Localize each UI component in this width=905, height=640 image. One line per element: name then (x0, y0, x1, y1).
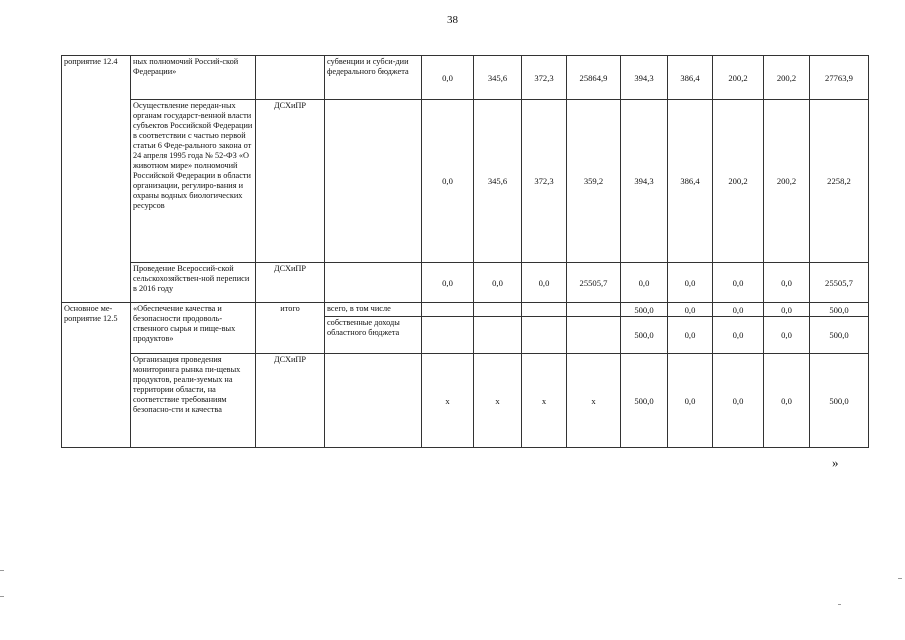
value-cell: 27763,9 (810, 56, 869, 100)
funding-source-cell (325, 263, 422, 303)
activity-name-cell: Осуществление передан-ных органам государст-венной власти субъектов Российской Федерации в соответствии с частью первой статьи 6 Феде-рального закона от 24 апреля 1995 года № 52-ФЗ «О животном мире» полномочий Российской Федерации в области организации, регулиро-вания и охраны водных биологических ресурсов (131, 100, 256, 263)
scan-edge-mark (0, 596, 4, 597)
value-cell: 0,0 (764, 354, 810, 448)
activity-cell: Основное ме-роприятие 12.5 (62, 303, 131, 448)
value-cell: 345,6 (474, 100, 522, 263)
value-cell: 0,0 (422, 100, 474, 263)
value-cell: 0,0 (668, 263, 713, 303)
value-cell: x (522, 354, 567, 448)
executor-cell: ДСХиПР (256, 263, 325, 303)
value-cell: 0,0 (764, 263, 810, 303)
executor-cell: ДСХиПР (256, 100, 325, 263)
activity-name-cell: Проведение Всероссий-ской сельскохозяйствен-ной переписи в 2016 году (131, 263, 256, 303)
table-row (62, 100, 869, 263)
value-cell (474, 303, 522, 317)
value-cell: 0,0 (422, 56, 474, 100)
value-cell: 0,0 (713, 303, 764, 317)
value-cell: 0,0 (522, 263, 567, 303)
table-row (62, 303, 869, 317)
value-cell: 200,2 (764, 56, 810, 100)
value-cell: 0,0 (713, 317, 764, 354)
executor-cell: ДСХиПР (256, 354, 325, 448)
value-cell: 372,3 (522, 100, 567, 263)
value-cell: 500,0 (810, 354, 869, 448)
value-cell (522, 317, 567, 354)
value-cell (422, 317, 474, 354)
scan-edge-mark (898, 578, 902, 579)
executor-cell: итого (256, 303, 325, 354)
funding-source-cell: собственные доходы областного бюджета (325, 317, 422, 354)
value-cell: 0,0 (474, 263, 522, 303)
closing-quote: » (832, 455, 839, 470)
value-cell: x (474, 354, 522, 448)
value-cell: 0,0 (713, 354, 764, 448)
value-cell: 25505,7 (810, 263, 869, 303)
value-cell: 0,0 (668, 354, 713, 448)
value-cell: 0,0 (764, 317, 810, 354)
executor-cell (256, 56, 325, 100)
value-cell: 500,0 (621, 317, 668, 354)
table-row (62, 263, 869, 303)
value-cell: 0,0 (668, 317, 713, 354)
table-row (62, 56, 869, 100)
value-cell: 372,3 (522, 56, 567, 100)
value-cell: 0,0 (422, 263, 474, 303)
value-cell: 500,0 (621, 303, 668, 317)
value-cell: 0,0 (668, 303, 713, 317)
value-cell: 200,2 (713, 100, 764, 263)
value-cell: 386,4 (668, 100, 713, 263)
value-cell (567, 317, 621, 354)
budget-table (61, 55, 869, 448)
value-cell: 2258,2 (810, 100, 869, 263)
value-cell: 394,3 (621, 100, 668, 263)
page-number: 38 (447, 14, 458, 26)
value-cell (474, 317, 522, 354)
scan-edge-mark (838, 604, 841, 605)
value-cell: 25864,9 (567, 56, 621, 100)
activity-cell: роприятие 12.4 (62, 56, 131, 303)
activity-name-cell: «Обеспечение качества и безопасности продоволь-ственного сырья и пище-вых продуктов» (131, 303, 256, 354)
value-cell: 200,2 (713, 56, 764, 100)
scan-edge-mark (0, 570, 4, 571)
funding-source-cell (325, 100, 422, 263)
value-cell: 345,6 (474, 56, 522, 100)
activity-name-cell: Организация проведения мониторинга рынка пи-щевых продуктов, реали-зуемых на территории области, на соответствие требованиям безопасно-сти и качества (131, 354, 256, 448)
value-cell (567, 303, 621, 317)
value-cell (522, 303, 567, 317)
value-cell: 500,0 (810, 317, 869, 354)
value-cell: 500,0 (810, 303, 869, 317)
activity-name-cell: ных полномочий Россий-ской Федерации» (131, 56, 256, 100)
value-cell: 500,0 (621, 354, 668, 448)
funding-source-cell: всего, в том числе (325, 303, 422, 317)
value-cell: 359,2 (567, 100, 621, 263)
table-row (62, 354, 869, 448)
value-cell: 25505,7 (567, 263, 621, 303)
funding-source-cell (325, 354, 422, 448)
value-cell: 200,2 (764, 100, 810, 263)
value-cell: 0,0 (621, 263, 668, 303)
value-cell: 0,0 (764, 303, 810, 317)
value-cell: 0,0 (713, 263, 764, 303)
value-cell (422, 303, 474, 317)
value-cell: 386,4 (668, 56, 713, 100)
value-cell: x (422, 354, 474, 448)
funding-source-cell: субвенции и субси-дии федерального бюджета (325, 56, 422, 100)
value-cell: x (567, 354, 621, 448)
value-cell: 394,3 (621, 56, 668, 100)
